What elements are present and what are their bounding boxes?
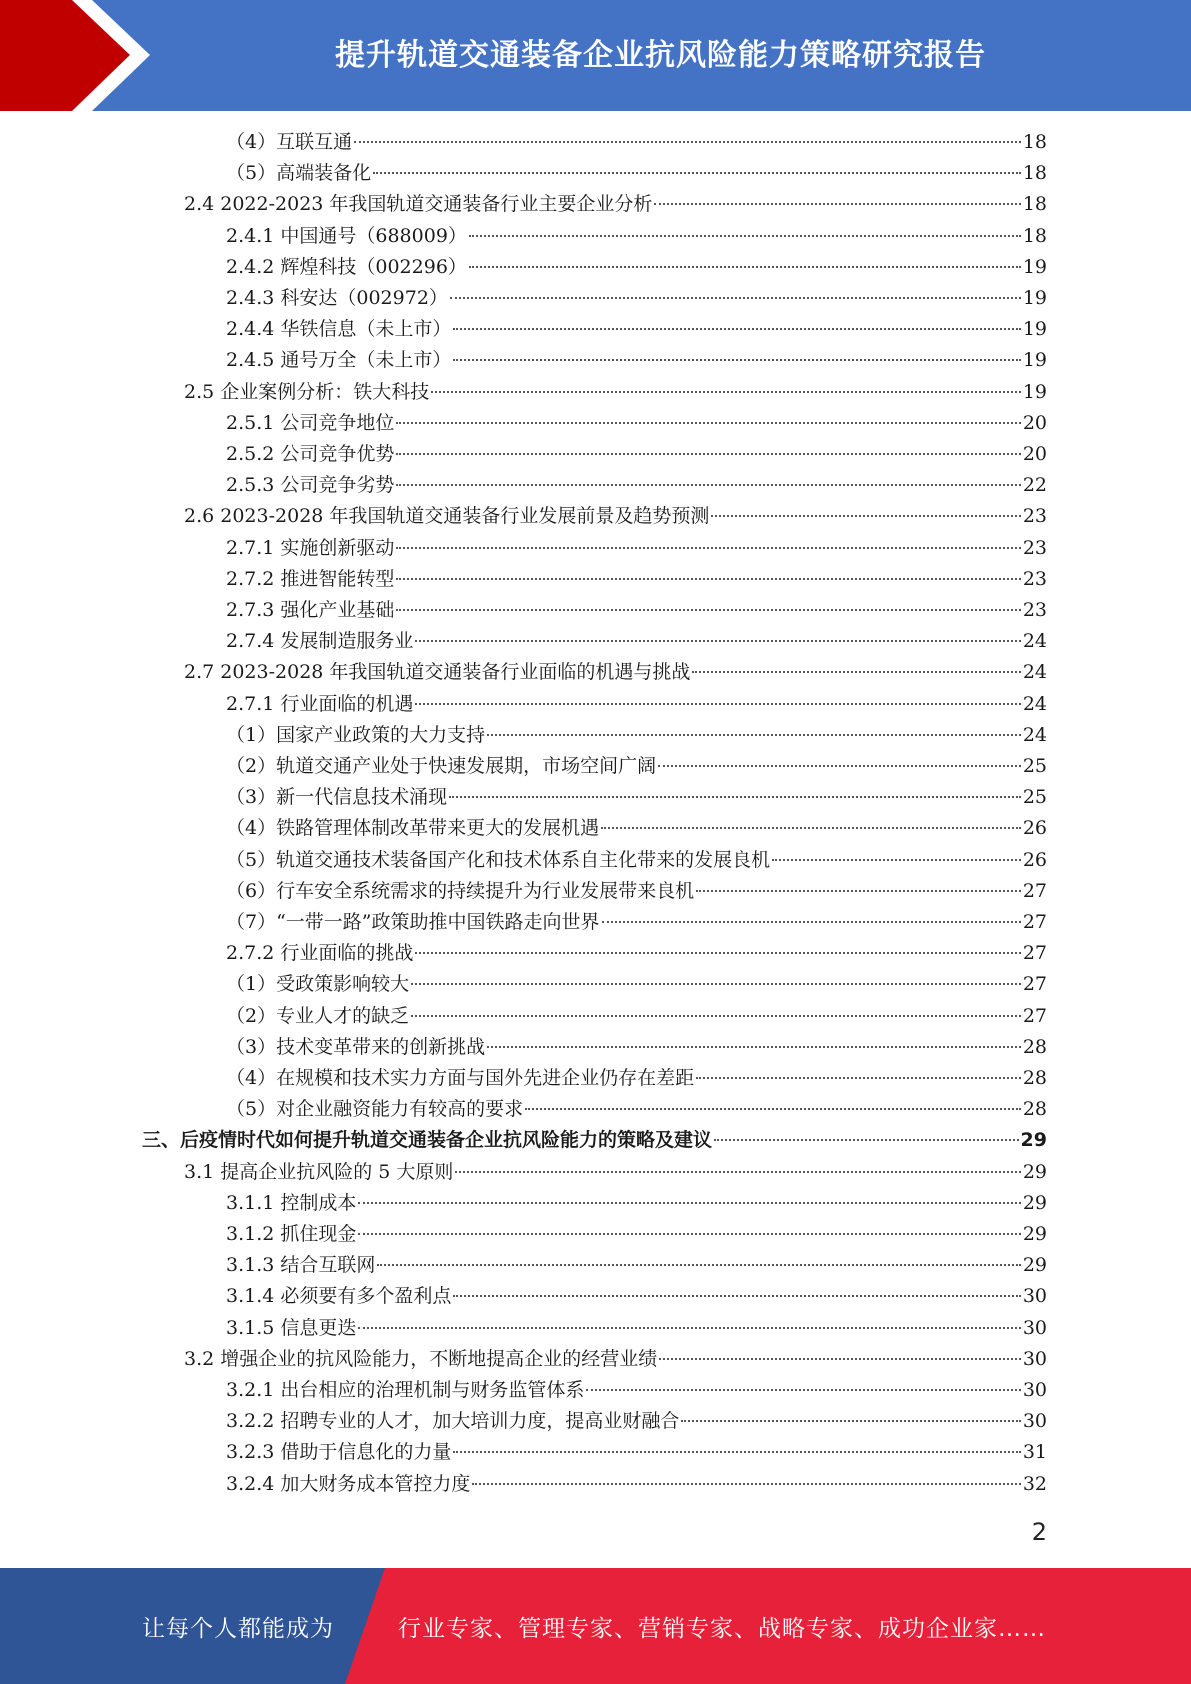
toc-entry[interactable] xyxy=(226,969,1047,1000)
toc-entry-page: 28 xyxy=(1022,1098,1047,1120)
toc-leader-dots xyxy=(472,1483,1020,1485)
toc-entry-title: 3.2.3 借助于信息化的力量 xyxy=(226,1441,452,1463)
toc-leader-dots xyxy=(601,827,1021,829)
toc-entry-title: 2.4.4 华铁信息（未上市） xyxy=(226,318,452,340)
toc-entry-page: 27 xyxy=(1022,973,1047,995)
toc-entry[interactable] xyxy=(226,595,1047,626)
toc-entry-title: 2.4.5 通号万全（未上市） xyxy=(226,349,452,371)
toc-entry-title: 2.7.1 行业面临的机遇 xyxy=(226,693,414,715)
toc-entry-title: （6）行车安全系统需求的持续提升为行业发展带来良机 xyxy=(226,880,695,902)
toc-leader-dots xyxy=(654,203,1020,205)
toc-entry[interactable] xyxy=(226,1437,1047,1468)
toc-entry-title: 3.1.3 结合互联网 xyxy=(226,1254,376,1276)
toc-entry-page: 18 xyxy=(1022,162,1047,184)
toc-leader-dots xyxy=(411,1015,1021,1017)
toc-leader-dots xyxy=(396,578,1020,580)
toc-entry-page: 22 xyxy=(1022,474,1047,496)
toc-entry-title: （4）互联互通 xyxy=(226,131,353,153)
toc-entry-title: 2.7.2 推进智能转型 xyxy=(226,568,395,590)
toc-leader-dots xyxy=(469,266,1021,268)
toc-entry-page: 29 xyxy=(1022,1223,1047,1245)
toc-leader-dots xyxy=(354,141,1021,143)
toc-entry[interactable] xyxy=(226,1406,1047,1437)
toc-entry-title: 2.5.1 公司竞争地位 xyxy=(226,412,395,434)
toc-entry-title: 3.1.2 抓住现金 xyxy=(226,1223,357,1245)
toc-leader-dots xyxy=(396,609,1020,611)
toc-entry[interactable] xyxy=(184,1344,1047,1375)
toc-entry-page: 27 xyxy=(1022,911,1047,933)
toc-entry[interactable] xyxy=(226,533,1047,564)
toc-entry[interactable] xyxy=(226,626,1047,657)
toc-leader-dots xyxy=(692,671,1020,673)
toc-entry-page: 30 xyxy=(1022,1410,1047,1432)
toc-entry-page: 19 xyxy=(1022,256,1047,278)
toc-entry[interactable] xyxy=(226,221,1047,252)
toc-entry-page: 18 xyxy=(1022,131,1047,153)
toc-entry-page: 23 xyxy=(1022,568,1047,590)
toc-entry-page: 19 xyxy=(1022,318,1047,340)
toc-entry[interactable] xyxy=(226,470,1047,501)
toc-entry-page: 25 xyxy=(1022,786,1047,808)
toc-entry[interactable] xyxy=(184,189,1047,220)
toc-entry-title: 3.1.1 控制成本 xyxy=(226,1192,357,1214)
toc-entry-page: 28 xyxy=(1022,1036,1047,1058)
toc-entry-page: 19 xyxy=(1022,287,1047,309)
toc-entry-title: 2.4.3 科安达（002972） xyxy=(226,287,448,309)
toc-leader-dots xyxy=(487,1046,1021,1048)
toc-entry-title: 2.7.2 行业面临的挑战 xyxy=(226,942,414,964)
toc-entry-title: 2.5.3 公司竞争劣势 xyxy=(226,474,395,496)
toc-entry[interactable] xyxy=(226,1250,1047,1281)
toc-entry-title: 3.2.1 出台相应的治理机制与财务监管体系 xyxy=(226,1379,585,1401)
footer-slogan-left: 让每个人都能成为 xyxy=(142,1615,334,1642)
toc-entry-title: 2.7.4 发展制造服务业 xyxy=(226,630,414,652)
toc-entry-title: 2.7 2023-2028 年我国轨道交通装备行业面临的机遇与挑战 xyxy=(184,661,691,683)
toc-entry[interactable] xyxy=(226,564,1047,595)
toc-entry-page: 24 xyxy=(1022,661,1047,683)
toc-entry-page: 23 xyxy=(1022,599,1047,621)
toc-entry[interactable] xyxy=(226,127,1047,158)
toc-entry[interactable] xyxy=(226,1313,1047,1344)
toc-entry-page: 32 xyxy=(1022,1473,1047,1495)
toc-leader-dots xyxy=(453,359,1020,361)
toc-entry-page: 27 xyxy=(1022,1005,1047,1027)
toc-entry-title: 2.5 企业案例分析：铁大科技 xyxy=(184,381,430,403)
toc-entry-page: 20 xyxy=(1022,443,1047,465)
toc-entry[interactable] xyxy=(226,252,1047,283)
toc-entry[interactable] xyxy=(142,1125,1047,1156)
toc-entry-page: 27 xyxy=(1022,942,1047,964)
toc-entry-page: 24 xyxy=(1022,693,1047,715)
toc-leader-dots xyxy=(487,734,1021,736)
toc-entry-title: （7）“一带一路”政策助推中国铁路走向世界 xyxy=(226,911,600,933)
toc-entry-title: （5）轨道交通技术装备国产化和技术体系自主化带来的发展良机 xyxy=(226,849,771,871)
toc-leader-dots xyxy=(396,422,1020,424)
toc-entry-title: 3.1.4 必须要有多个盈利点 xyxy=(226,1285,452,1307)
toc-entry[interactable] xyxy=(226,1094,1047,1125)
toc-leader-dots xyxy=(696,1077,1021,1079)
toc-leader-dots xyxy=(415,952,1020,954)
toc-leader-dots xyxy=(453,328,1020,330)
toc-entry-title: 2.7.3 强化产业基础 xyxy=(226,599,395,621)
toc-entry[interactable] xyxy=(184,657,1047,688)
toc-leader-dots xyxy=(453,1451,1020,1453)
toc-entry-title: 3.1.5 信息更迭 xyxy=(226,1317,357,1339)
toc-entry[interactable] xyxy=(226,720,1047,751)
toc-entry-page: 24 xyxy=(1022,724,1047,746)
toc-leader-dots xyxy=(431,391,1021,393)
toc-entry-page: 29 xyxy=(1022,1254,1047,1276)
toc-entry[interactable] xyxy=(226,938,1047,969)
toc-leader-dots xyxy=(377,1264,1020,1266)
toc-entry[interactable] xyxy=(226,907,1047,938)
toc-leader-dots xyxy=(586,1389,1020,1391)
toc-entry-title: （1）受政策影响较大 xyxy=(226,973,410,995)
toc-entry[interactable] xyxy=(226,439,1047,470)
toc-leader-dots xyxy=(453,1295,1020,1297)
toc-entry[interactable] xyxy=(226,813,1047,844)
toc-leader-dots xyxy=(396,547,1020,549)
toc-entry-page: 23 xyxy=(1022,505,1047,527)
toc-entry[interactable] xyxy=(226,345,1047,376)
toc-leader-dots xyxy=(396,453,1020,455)
toc-entry[interactable] xyxy=(226,314,1047,345)
toc-entry-page: 20 xyxy=(1022,412,1047,434)
toc-entry[interactable] xyxy=(226,158,1047,189)
page-header xyxy=(0,0,1191,111)
toc-entry[interactable] xyxy=(184,501,1047,532)
toc-entry[interactable] xyxy=(184,377,1047,408)
toc-entry-title: （4）铁路管理体制改革带来更大的发展机遇 xyxy=(226,817,600,839)
toc-entry[interactable] xyxy=(226,408,1047,439)
toc-leader-dots xyxy=(602,921,1021,923)
toc-leader-dots xyxy=(449,796,1021,798)
toc-leader-dots xyxy=(373,172,1021,174)
toc-entry[interactable] xyxy=(226,689,1047,720)
toc-entry-page: 29 xyxy=(1020,1129,1047,1151)
toc-entry-title: （1）国家产业政策的大力支持 xyxy=(226,724,486,746)
toc-leader-dots xyxy=(659,1358,1021,1360)
toc-leader-dots xyxy=(358,1202,1020,1204)
toc-leader-dots xyxy=(714,1139,1019,1141)
toc-entry-title: （3）技术变革带来的创新挑战 xyxy=(226,1036,486,1058)
toc-entry-title: 3.2 增强企业的抗风险能力，不断地提高企业的经营业绩 xyxy=(184,1348,658,1370)
toc-leader-dots xyxy=(358,1327,1020,1329)
toc-leader-dots xyxy=(411,983,1021,985)
toc-entry[interactable] xyxy=(226,1001,1047,1032)
toc-entry-title: 2.4.1 中国通号（688009） xyxy=(226,225,467,247)
toc-entry-page: 24 xyxy=(1022,630,1047,652)
toc-leader-dots xyxy=(415,640,1020,642)
toc-leader-dots xyxy=(450,297,1021,299)
toc-entry[interactable] xyxy=(226,1281,1047,1312)
toc-leader-dots xyxy=(772,859,1021,861)
toc-entry[interactable] xyxy=(226,1469,1047,1500)
toc-entry-title: 2.7.1 实施创新驱动 xyxy=(226,537,395,559)
toc-entry-page: 19 xyxy=(1022,349,1047,371)
toc-leader-dots xyxy=(525,1108,1021,1110)
toc-entry-page: 30 xyxy=(1022,1317,1047,1339)
toc-entry-page: 29 xyxy=(1022,1192,1047,1214)
toc-entry-page: 26 xyxy=(1022,849,1047,871)
toc-leader-dots xyxy=(681,1420,1020,1422)
toc-entry-title: （2）专业人才的缺乏 xyxy=(226,1005,410,1027)
toc-entry-title: 3.1 提高企业抗风险的 5 大原则 xyxy=(184,1161,454,1183)
toc-entry[interactable] xyxy=(226,1219,1047,1250)
toc-leader-dots xyxy=(711,515,1020,517)
document-title: 提升轨道交通装备企业抗风险能力策略研究报告 xyxy=(335,38,986,73)
toc-entry-page: 25 xyxy=(1022,755,1047,777)
toc-entry-page: 30 xyxy=(1022,1348,1047,1370)
toc-entry[interactable] xyxy=(226,1375,1047,1406)
page-footer xyxy=(0,1568,1191,1684)
toc-entry-page: 30 xyxy=(1022,1285,1047,1307)
toc-entry-page: 28 xyxy=(1022,1067,1047,1089)
footer-slogan-right: 行业专家、管理专家、营销专家、战略专家、成功企业家…… xyxy=(398,1615,1046,1642)
toc-entry-title: 三、后疫情时代如何提升轨道交通装备企业抗风险能力的策略及建议 xyxy=(142,1129,713,1151)
toc-entry-title: 3.2.2 招聘专业的人才，加大培训力度，提高业财融合 xyxy=(226,1410,680,1432)
toc-entry[interactable] xyxy=(226,1188,1047,1219)
toc-entry[interactable] xyxy=(226,751,1047,782)
toc-entry-page: 26 xyxy=(1022,817,1047,839)
toc-entry-title: （4）在规模和技术实力方面与国外先进企业仍存在差距 xyxy=(226,1067,695,1089)
toc-entry[interactable] xyxy=(226,1032,1047,1063)
toc-entry[interactable] xyxy=(226,876,1047,907)
toc-entry-title: 2.4.2 辉煌科技（002296） xyxy=(226,256,467,278)
toc-leader-dots xyxy=(658,765,1021,767)
toc-entry-title: （5）对企业融资能力有较高的要求 xyxy=(226,1098,524,1120)
toc-entry-title: 3.2.4 加大财务成本管控力度 xyxy=(226,1473,471,1495)
toc-entry-title: 2.5.2 公司竞争优势 xyxy=(226,443,395,465)
toc-entry-page: 18 xyxy=(1022,225,1047,247)
toc-entry[interactable] xyxy=(226,782,1047,813)
toc-entry-title: 2.6 2023-2028 年我国轨道交通装备行业发展前景及趋势预测 xyxy=(184,505,710,527)
toc-entry[interactable] xyxy=(226,283,1047,314)
toc-leader-dots xyxy=(415,703,1020,705)
toc-entry-page: 31 xyxy=(1022,1441,1047,1463)
toc-leader-dots xyxy=(469,235,1021,237)
toc-entry-page: 29 xyxy=(1022,1161,1047,1183)
toc-entry[interactable] xyxy=(184,1157,1047,1188)
toc-entry-title: 2.4 2022-2023 年我国轨道交通装备行业主要企业分析 xyxy=(184,193,653,215)
toc-entry-page: 27 xyxy=(1022,880,1047,902)
toc-entry-title: （2）轨道交通产业处于快速发展期，市场空间广阔 xyxy=(226,755,657,777)
toc-entry-page: 19 xyxy=(1022,381,1047,403)
toc-entry-title: （5）高端装备化 xyxy=(226,162,372,184)
toc-entry[interactable] xyxy=(226,845,1047,876)
toc-entry[interactable] xyxy=(226,1063,1047,1094)
toc-leader-dots xyxy=(396,484,1020,486)
toc-entry-page: 23 xyxy=(1022,537,1047,559)
toc-leader-dots xyxy=(696,890,1021,892)
toc-leader-dots xyxy=(358,1233,1020,1235)
toc-leader-dots xyxy=(455,1171,1020,1173)
toc-entry-page: 18 xyxy=(1022,193,1047,215)
toc-entry-title: （3）新一代信息技术涌现 xyxy=(226,786,448,808)
page-number: 2 xyxy=(1031,1518,1047,1546)
toc-entry-page: 30 xyxy=(1022,1379,1047,1401)
